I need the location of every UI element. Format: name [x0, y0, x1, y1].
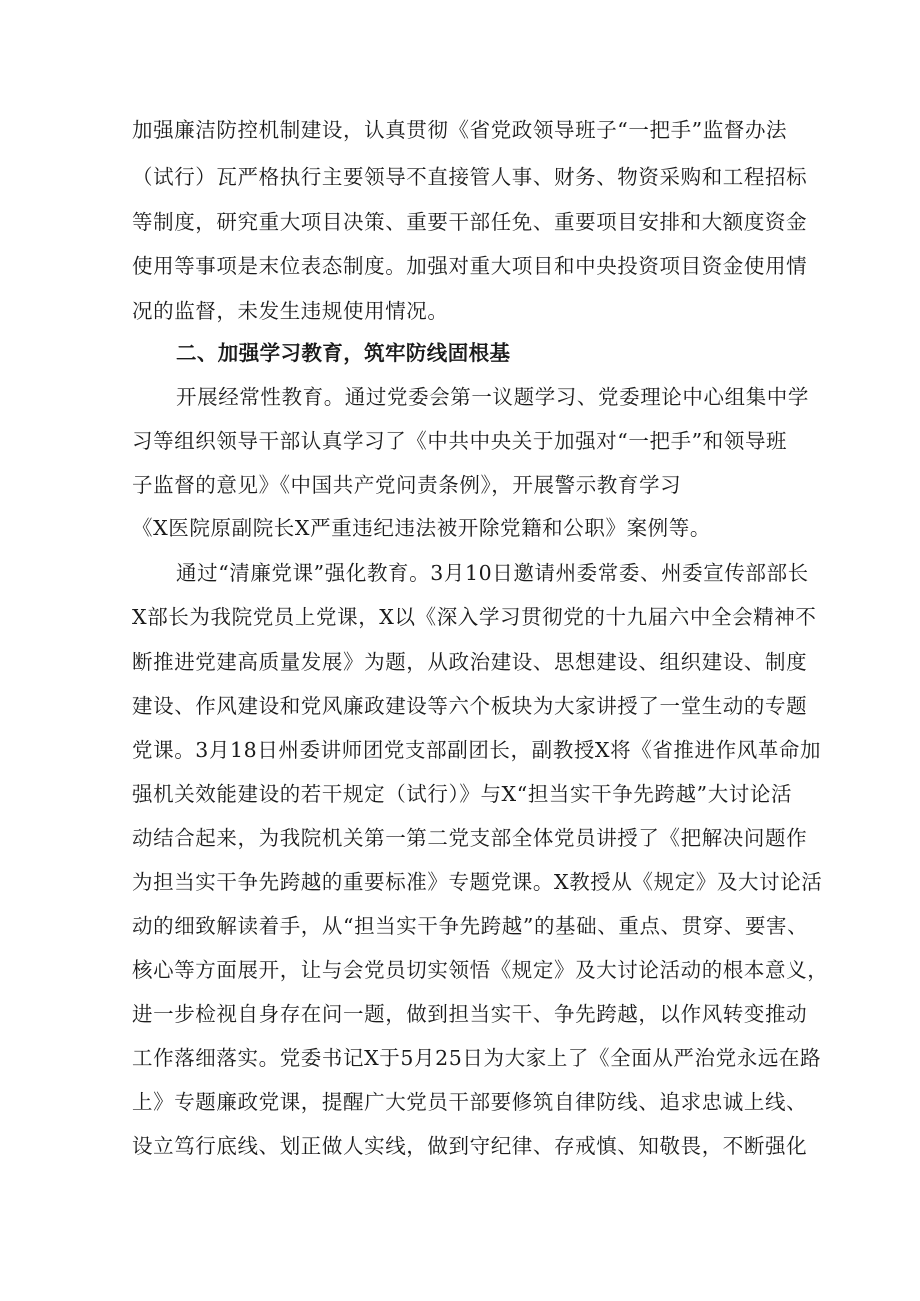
paragraph-line: 使用等事项是末位表态制度。加强对重大项目和中央投资项目资金使用情 [132, 254, 808, 278]
paragraph-line: 动结合起来，为我院机关第一第二党支部全体党员讲授了《把解决问题作 [132, 826, 808, 850]
section-heading: 二、加强学习教育，筑牢防线固根基 [176, 341, 511, 365]
paragraph-line: 加强廉洁防控机制建设，认真贯彻《省党政领导班子“一把手”监督办法 [132, 118, 788, 142]
paragraph-line: 核心等方面展开，让与会党员切实领悟《规定》及大讨论活动的根本意义， [132, 958, 829, 982]
paragraph-line: 设立笃行底线、划正做人实线，做到守纪律、存戒慎、知敬畏，不断强化 [132, 1134, 808, 1158]
paragraph-line: 习等组织领导干部认真学习了《中共中央关于加强对“一把手”和领导班 [132, 429, 788, 453]
paragraph-line: 党课。3月18日州委讲师团党支部副团长，副教授X将《省推进作风革命加 [132, 738, 822, 762]
paragraph-line: 子监督的意见》《中国共产党问责条例》，开展警示教育学习 [132, 473, 682, 497]
paragraph-line: 开展经常性教育。通过党委会第一议题学习、党委理论中心组集中学 [176, 385, 809, 409]
paragraph-line: 进一步检视自身存在问一题，做到担当实干、争先跨越，以作风转变推动 [132, 1002, 808, 1026]
paragraph-line: 断推进党建高质量发展》为题，从政治建设、思想建设、组织建设、制度 [132, 650, 808, 674]
paragraph-line: 工作落细落实。党委书记X于5月25日为大家上了《全面从严治党永远在路 [132, 1046, 822, 1070]
paragraph-line: 《X医院原副院长X严重违纪违法被开除党籍和公职》案例等。 [132, 516, 711, 540]
paragraph-line: 上》专题廉政党课，提醒广大党员干部要修筑自律防线、追求忠诚上线、 [132, 1090, 808, 1114]
paragraph-line: 动的细致解读着手，从“担当实干争先跨越”的基础、重点、贯穿、要害、 [132, 914, 809, 938]
paragraph-line: 强机关效能建设的若干规定（试行）》与X“担当实干争先跨越”大讨论活 [132, 782, 793, 806]
paragraph-line: X部长为我院党员上党课，X以《深入学习贯彻党的十九届六中全会精神不 [132, 605, 817, 629]
paragraph-line: 通过“清廉党课”强化教育。3月10日邀请州委常委、州委宣传部部长 [176, 561, 809, 585]
paragraph-line: （试行）瓦严格执行主要领导不直接管人事、财务、物资采购和工程招标 [132, 165, 808, 189]
paragraph-line: 况的监督，未发生违规使用情况。 [132, 299, 449, 323]
paragraph-line: 建设、作风建设和党风廉政建设等六个板块为大家讲授了一堂生动的专题 [132, 694, 808, 718]
paragraph-line: 为担当实干争先跨越的重要标准》专题党课。X教授从《规定》及大讨论活 [132, 870, 823, 894]
paragraph-line: 等制度，研究重大项目决策、重要干部任免、重要项目安排和大额度资金 [132, 210, 808, 234]
